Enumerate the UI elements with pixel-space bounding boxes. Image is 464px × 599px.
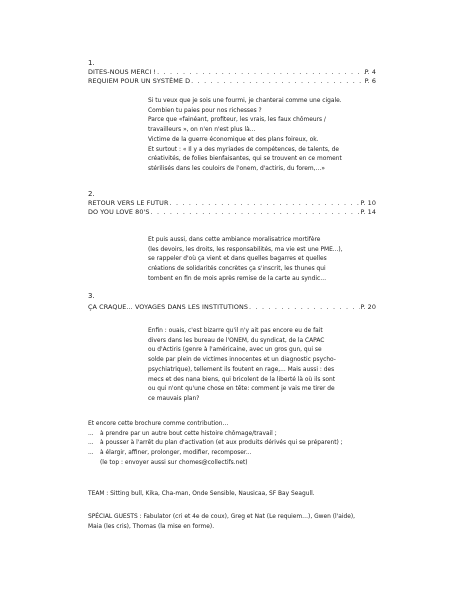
guests-label: SPÉCIAL GUESTS [88,514,138,520]
guests-line [88,513,388,523]
toc-leader [169,199,361,208]
toc-title: RETOUR VERS LE FUTUR [88,199,169,207]
team-credits [88,490,388,500]
team-text: : Sitting bull, Kika, Cha-man, Onde Sensible, Nausicaa, SF Bay Seagull. [104,491,315,497]
toc-page: P. 20 [360,303,376,311]
guests-line-2: Maia (les cris), Thomas (la mise en forme). [88,523,215,530]
toc-entry [88,208,376,217]
contribution-item-text: à pousser à l'arrêt du plan d'activation (et aux produits dérivés qui se préparent) ; [100,440,343,447]
quote-line: solde par plein de victimes innocentes et un diagnostic psycho- [148,357,336,364]
quote-line: Combien tu paies pour nos richesses ? [148,107,262,114]
toc-entry [88,303,376,312]
toc-leader [248,303,360,312]
quote-line: Si tu veux que je sois une fourmi, je chanterai comme une cigale. [148,98,342,104]
toc-page: P. 4 [364,68,376,76]
quote-line: Victime de la guerre économique et des plans foireux, ok. [148,136,319,143]
toc-page: P. 10 [360,199,376,207]
toc-entry [88,199,376,208]
guest-credits [88,513,388,532]
quote-line: stérilisés dans les couloirs de l'onem, d'actiris, du forem,…» [148,165,326,172]
guests-text: : Fabulator (cri et 4e de coux), Greg et Nat (Le requiem…), Gwen (l'aide), [137,514,356,520]
toc-title: REQUIEM POUR UN SYSTÈME D [88,77,191,85]
quote-line: ce mauvais plan? [148,395,200,402]
section-1-quote [148,97,374,175]
bullet-ellipsis: ... [88,440,94,447]
quote-line: ou d'Actiris (genre à l'américaine, avec un gros gun, qui se [148,347,322,354]
quote-line: créations de solidarités concrètes ça s'inscrit, les thunes qui [148,266,326,273]
section-2-quote [148,236,374,285]
quote-line: mecs et des nana biens, qui bricolent de la liberté là où ils sont [148,376,336,383]
contribution-item [88,449,343,459]
section-1-number: 1. [88,59,95,67]
toc-page: P. 14 [360,208,376,216]
toc-entry [88,68,376,77]
toc-title: DITES-NOUS MERCI ! [88,68,157,76]
quote-line: créativités, de folies bienfaisantes, qui se trouvent en ce moment [148,156,342,163]
quote-line: psychiatrique), tellement ils foutent en rage,... Mais aussi : des [148,366,335,373]
bullet-ellipsis: ... [88,430,94,437]
contribution-item-text: à prendre par un autre bout cette histoire chômage/travail ; [100,430,277,437]
quote-line: Et surtout : « Il y a des myriades de compétences, de talents, de [148,146,340,153]
section-3-quote [148,327,374,405]
bullet-ellipsis: ... [88,450,94,457]
contact-text: (le top : envoyer aussi sur chomes@collectifs.net) [100,459,248,466]
quote-line: Et puis aussi, dans cette ambiance moralisatrice mortifère [148,237,321,243]
toc-leader [190,77,364,86]
toc-title: DO YOU LOVE 80'S [88,208,150,216]
contribution-intro: Et encore cette brochure comme contribution… [88,421,229,427]
quote-line: travailleurs », on n'en n'est plus là… [148,127,256,134]
toc-page: P. 6 [364,77,376,85]
toc-title: ÇA CRAQUE... VOYAGES DANS LES INSTITUTIONS [88,303,249,311]
toc-leader [150,208,361,217]
contribution-contact [88,459,343,469]
quote-line: ou qui n'ont qu'une chose en tête: comment je vais me tirer de [148,386,335,393]
contribution-item [88,439,343,449]
quote-line: divers dans les bureau de l'ONEM, du syndicat, de la CAPAC [148,337,325,344]
quote-line: tombent en fin de mois après remise de la carte au syndic… [148,275,327,282]
team-label: TEAM [88,491,105,497]
quote-line: (les devoirs, les droits, les responsabilités, ma vie est une PME...), [148,246,343,253]
contribution-item [88,430,343,440]
section-2-number: 2. [88,190,95,198]
toc-leader [156,68,365,77]
section-3-number: 3. [88,292,95,300]
toc-entry [88,77,376,86]
contribution-item-text: à élargir, affiner, prolonger, modifier, recomposer... [100,450,252,457]
quote-line: Parce que «fainéant, profiteur, les vrais, les faux chômeurs / [148,117,326,124]
team-line [88,490,388,500]
quote-line: se rappeler d'où ça vient et dans quelles bagarres et quelles [148,256,327,263]
quote-line: Enfin : ouais, c'est bizarre qu'il n'y ait pas encore eu de fait [148,328,323,334]
contribution-block [88,420,343,469]
